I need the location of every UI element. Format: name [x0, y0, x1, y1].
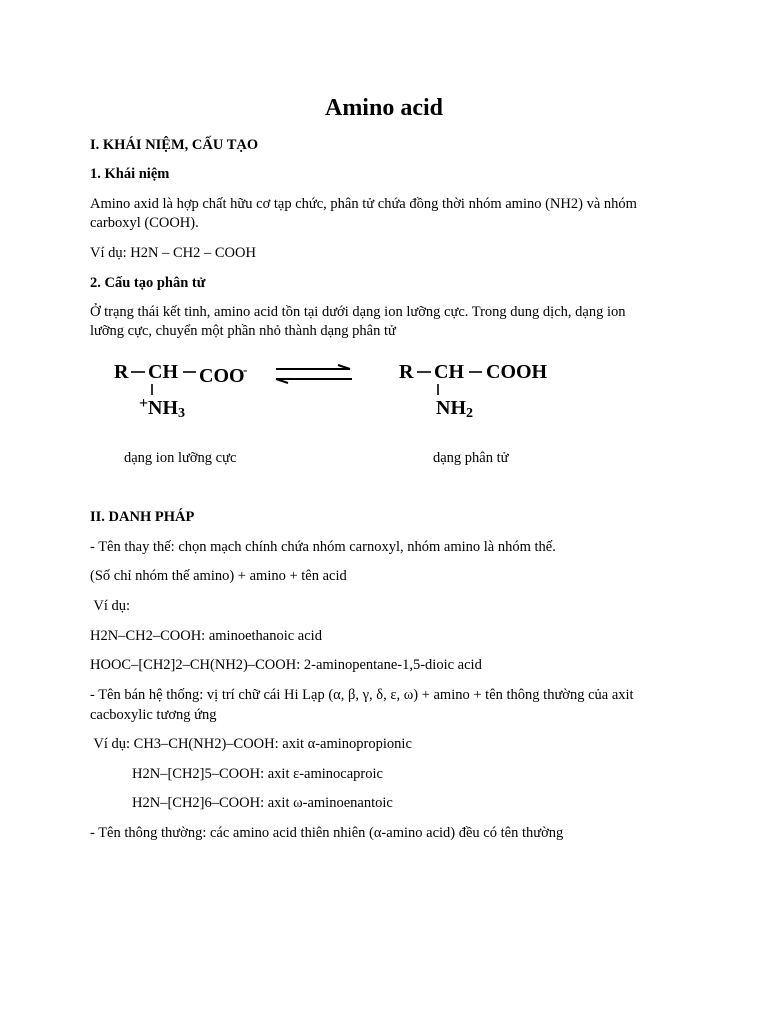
semi-systematic-example-3: H2N–[CH2]6–COOH: axit ω-aminoenantoic [132, 795, 393, 811]
right-r-group: R [399, 361, 414, 383]
structure-line-1: Ở trạng thái kết tinh, amino acid tồn tại dưới dạng ion lưỡng cực. Trong dung dịch, dạng ion [90, 304, 626, 320]
subheading-structure: 2. Cấu tạo phân tử [90, 275, 206, 291]
nomenclature-example-label: Ví dụ: [90, 598, 131, 614]
right-cooh-group: COOH [486, 361, 548, 383]
right-ch-group: CH [434, 361, 464, 383]
semi-systematic-example-2: H2N–[CH2]5–COOH: axit ε-aminocaproic [132, 766, 383, 782]
section-heading-2: II. DANH PHÁP [90, 509, 195, 525]
nomenclature-example-2: HOOC–[CH2]2–CH(NH2)–COOH: 2-aminopentane-1,5-dioic acid [90, 657, 482, 673]
structure-line-2: lưỡng cực, chuyển một phần nhỏ thành dạng phân tử [90, 323, 396, 339]
caption-molecular: dạng phân tử [433, 450, 509, 466]
common-name-line: - Tên thông thường: các amino acid thiên nhiên (α-amino acid) đều có tên thường [90, 825, 564, 841]
definition-line-1: Amino axid là hợp chất hữu cơ tạp chức, phân tử chứa đồng thời nhóm amino (NH2) và nhóm [90, 196, 637, 212]
equilibrium-arrow [276, 365, 352, 383]
semi-systematic-line-1: - Tên bán hệ thống: vị trí chữ cái Hi Lạp (α, β, γ, δ, ε, ω) + amino + tên thông thường của axit [90, 687, 634, 703]
left-plus-charge: + [139, 395, 149, 412]
subheading-definition: 1. Khái niệm [90, 166, 170, 182]
section-heading-1: I. KHÁI NIỆM, CẤU TẠO [90, 137, 259, 153]
left-minus-charge: - [243, 362, 248, 377]
left-nh3-group: $NH_3$ [148, 397, 185, 421]
definition-line-2: carboxyl (COOH). [90, 215, 199, 231]
semi-systematic-example-1: Ví dụ: CH3–CH(NH2)–COOH: axit α-aminopropionic [90, 736, 412, 752]
semi-systematic-line-2: cacboxylic tương ứng [90, 707, 217, 723]
left-ch-group: CH [148, 361, 178, 383]
left-r-group: R [114, 361, 129, 383]
nomenclature-example-1: H2N–CH2–COOH: aminoethanoic acid [90, 628, 322, 644]
nomenclature-line-1: - Tên thay thế: chọn mạch chính chứa nhóm carnoxyl, nhóm amino là nhóm thế. [90, 539, 556, 555]
right-nh2-group: $NH_2$ [436, 397, 473, 421]
page-title: Amino acid [324, 95, 443, 121]
caption-zwitterion: dạng ion lưỡng cực [124, 450, 237, 466]
left-coo-group: COO [199, 365, 245, 387]
nomenclature-line-2: (Số chỉ nhóm thế amino) + amino + tên acid [90, 568, 347, 584]
example-glycine: Ví dụ: H2N – CH2 – COOH [90, 245, 256, 261]
